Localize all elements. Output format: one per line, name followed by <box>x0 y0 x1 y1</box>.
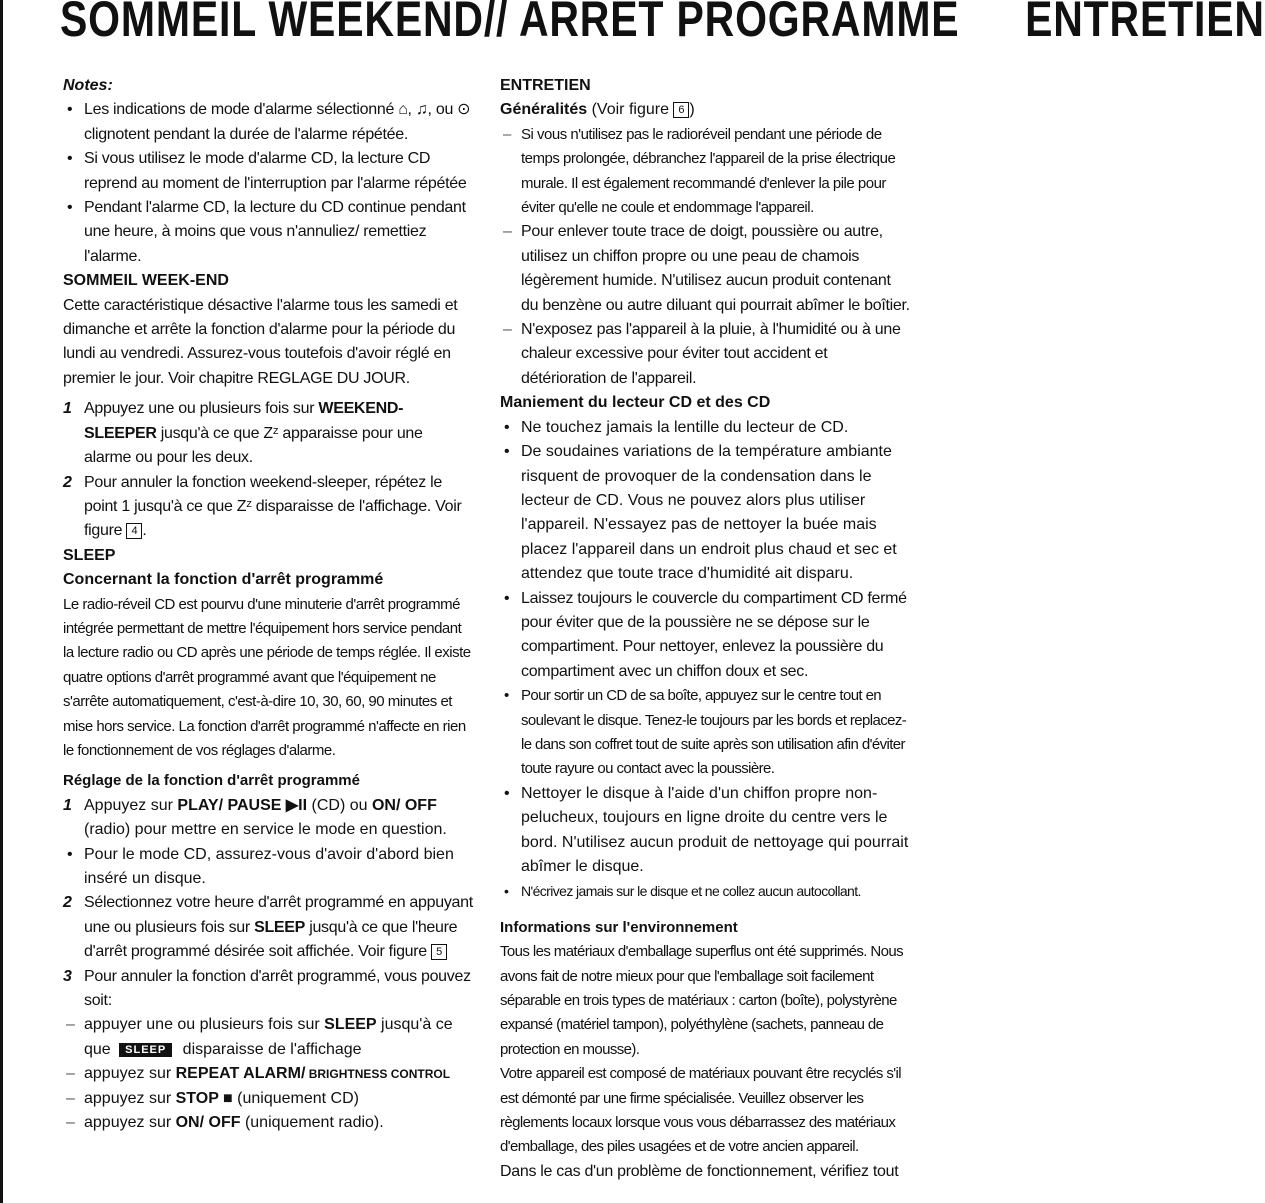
right-column <box>500 74 910 1184</box>
sleep-cancel-option: – appuyez sur ON/ OFF (uniquement radio). <box>63 1111 473 1135</box>
cd-item: • Nettoyer le disque à l'aide d'un chiffon propre non-pelucheux, toujours en ligne droite du centre vers le bord. N'utilisez aucun produit de nettoyage qui pourrait abîmer le disque. <box>500 782 910 880</box>
cd-item: • N'écrivez jamais sur le disque et ne collez aucun autocollant. <box>500 879 910 903</box>
cd-item: • Laissez toujours le couvercle du compartiment CD fermé pour éviter que de la poussière ne se dépose sur le compartiment. Pour nettoyer, enlevez la poussière du compartiment avec un chiffon doux et sec. <box>500 587 910 685</box>
environment-text: Votre appareil est composé de matériaux pouvant être recyclés s'il est démonté par une firme spécialisée. Veuillez observer les règlements locaux lorsque vous vous débarrassez des matériaux d'emballage, des piles usagées et de votre ancien appareil. <box>500 1065 901 1156</box>
page-left-border <box>0 0 3 1203</box>
sleep-cancel-option: – appuyez sur STOP ■ (uniquement CD) <box>63 1087 473 1111</box>
left-column <box>63 74 473 1135</box>
cd-item: • Ne touchez jamais la lentille du lecteur de CD. <box>500 416 910 440</box>
sleep-heading: SLEEP <box>63 546 116 564</box>
cd-item: • De soudaines variations de la température ambiante risquent de provoquer de la condensation dans le lecteur de CD. Vous ne pouvez alors plus utiliser l'appareil. N'essayez pas de nettoyer la buée mais placez l'appareil dans un endroit plus chaud et sec et attendez que toute trace d'humidité ait disparu. <box>500 440 910 586</box>
sleep-cancel-option: – appuyer une ou plusieurs fois sur SLEEP jusqu'à ce que SLEEP disparaisse de l'affichage <box>63 1013 473 1062</box>
header-left-title: SOMMEIL WEEKEND// ARRET PROGRAMME <box>60 0 960 47</box>
note-item: • Les indications de mode d'alarme sélectionné ⌂, ♫, ou ⊙ clignotent pendant la durée de l'alarme répétée. <box>63 98 473 147</box>
general-line: Généralités (Voir figure 6 ) <box>500 101 695 119</box>
weekend-heading: SOMMEIL WEEK-END <box>63 272 229 290</box>
figure-ref: 5 <box>431 944 447 960</box>
sleep-step-2: 2 Sélectionnez votre heure d'arrêt programmé en appuyant une ou plusieurs fois sur SLEEP jusqu'à ce que l'heure d'arrêt programmé désirée soit affichée. Voir figure 5 <box>63 894 473 961</box>
maintenance-heading: ENTRETIEN <box>500 77 591 94</box>
sleep-step-3: 3 Pour annuler la fonction d'arrêt programmé, vous pouvez soit: <box>63 967 471 1010</box>
page-header <box>0 0 1265 48</box>
weekend-step-2: 2 Pour annuler la fonction weekend-sleeper, répétez le point 1 jusqu'à ce que Zᶻ disparaisse de l'affichage. Voir figure 4 . <box>63 473 462 540</box>
notes-label: Notes: <box>63 77 113 94</box>
sleep-step-1-bullet: • Pour le mode CD, assurez-vous d'avoir d'abord bien inséré un disque. <box>63 843 473 892</box>
environment-text: Dans le cas d'un problème de fonctionnement, vérifiez tout <box>500 1162 899 1180</box>
weekend-step-1: 1 Appuyez une ou plusieurs fois sur WEEKEND-SLEEPER jusqu'à ce que Zᶻ apparaisse pour une alarme ou pour les deux. <box>63 400 423 467</box>
note-item: • Pendant l'alarme CD, la lecture du CD continue pendant une heure, à moins que vous n'annuliez/ remettiez l'alarme. <box>63 196 473 269</box>
figure-ref: 6 <box>673 102 689 118</box>
figure-ref: 4 <box>126 523 142 539</box>
sleep-cancel-option: – appuyez sur REPEAT ALARM/ BRIGHTNESS CONTROL <box>63 1062 473 1086</box>
sleep-subheading: Concernant la fonction d'arrêt programmé <box>63 571 384 589</box>
general-item: – Pour enlever toute trace de doigt, poussière ou autre, utilisez un chiffon propre ou une peau de chamois légèrement humide. N'utilisez aucun produit contenant du benzène ou autre diluant qui pourrait abîmer le boîtier. <box>500 220 910 318</box>
weekend-intro: Cette caractéristique désactive l'alarme tous les samedi et dimanche et arrête la fonction d'alarme pour la période du lundi au vendredi. Assurez-vous toutefois d'avoir réglé en premier le jour. Voir chapitre REGLAGE DU JOUR. <box>63 296 458 387</box>
sleep-setting-heading: Réglage de la fonction d'arrêt programmé <box>63 772 360 790</box>
note-item: • Si vous utilisez le mode d'alarme CD, la lecture CD reprend au moment de l'interruption par l'alarme répétée <box>63 147 473 196</box>
sleep-intro: Le radio-réveil CD est pourvu d'une minuterie d'arrêt programmé intégrée permettant de mettre l'équipement hors service pendant la lecture radio ou CD après une période de temps réglée. Il existe quatre options d'arrêt programmé avant que l'équipement ne s'arrête automatiquement, c'est-à-dire 10, 30, 60, 90 minutes et mise hors service. La fonction d'arrêt programmé n'affecte en rien le fonctionnement de vos réglages d'alarme. <box>63 595 471 759</box>
header-right-title: ENTRETIEN <box>1025 0 1265 47</box>
environment-heading: Informations sur l'environnement <box>500 918 738 936</box>
cd-heading: Maniement du lecteur CD et des CD <box>500 394 771 412</box>
general-item: – Si vous n'utilisez pas le radioréveil pendant une période de temps prolongée, débranchez l'appareil de la prise électrique murale. Il est également recommandé d'enlever la pile pour éviter qu'elle ne coule et endommage l'appareil. <box>500 123 910 221</box>
sleep-step-1: 1 Appuyez sur PLAY/ PAUSE ▶II (CD) ou ON/ OFF (radio) pour mettre en service le mode en question. <box>63 796 447 839</box>
cd-item: • Pour sortir un CD de sa boîte, appuyez sur le centre tout en soulevant le disque. Tenez-le toujours par les bords et replacez-le dans son coffret tout de suite après son utilisation afin d'éviter toute rayure ou contact avec la poussière. <box>500 684 910 782</box>
sleep-display-indicator: SLEEP <box>119 1043 172 1057</box>
environment-text: Tous les matériaux d'emballage superflus ont été supprimés. Nous avons fait de notre mieux pour que l'emballage soit facilement séparable en trois types de matériaux : carton (boîte), polystyrène expansé (matériel tampon), polyéthylène (sachets, panneau de protection en mousse). <box>500 943 904 1058</box>
general-item: – N'exposez pas l'appareil à la pluie, à l'humidité ou à une chaleur excessive pour éviter tout accident et détérioration de l'appareil. <box>500 318 910 391</box>
